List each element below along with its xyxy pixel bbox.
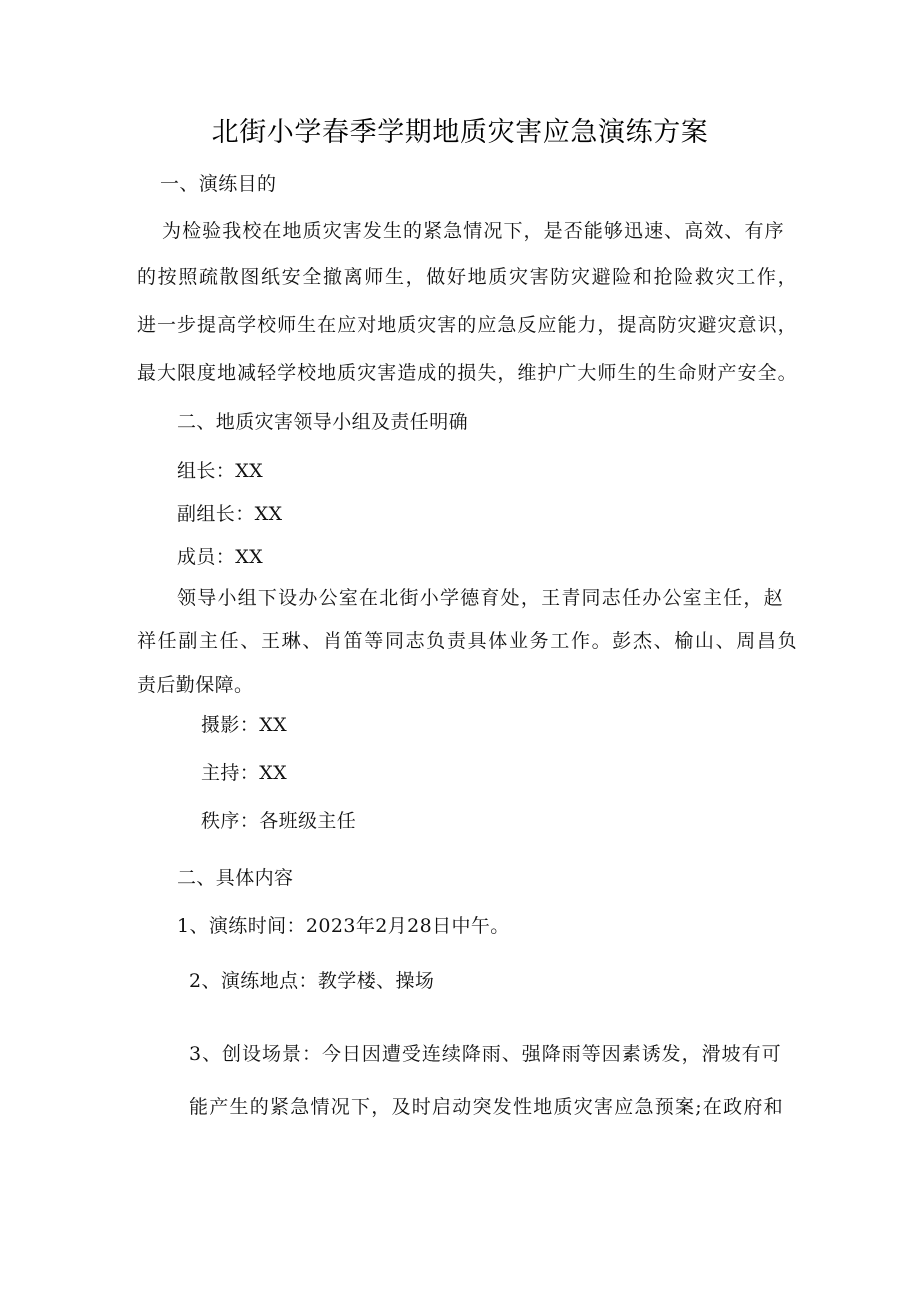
office-line: 领导小组下设办公室在北街小学德育处，王青同志任办公室主任，赵 [177, 587, 783, 609]
purpose-line: 为检验我校在地质灾害发生的紧急情况下，是否能够迅速、高效、有序 [162, 220, 784, 242]
host-line: 主持：XX [201, 762, 288, 784]
document-title: 北街小学春季学期地质灾害应急演练方案 [211, 117, 709, 148]
scenario-line: 能产生的紧急情况下，及时启动突发性地质灾害应急预案;在政府和 [189, 1096, 783, 1118]
members-line: 成员：XX [177, 546, 264, 568]
section-heading-leadership: 二、地质灾害领导小组及责任明确 [177, 411, 469, 433]
purpose-line: 最大限度地减轻学校地质灾害造成的损失，维护广大师生的生命财产安全。 [137, 362, 797, 384]
section-heading-purpose: 一、演练目的 [160, 173, 277, 195]
photography-line: 摄影：XX [201, 714, 288, 736]
leader-line: 组长：XX [177, 460, 264, 482]
vice-leader-line: 副组长：XX [177, 503, 283, 525]
purpose-line: 的按照疏散图纸安全撤离师生，做好地质灾害防灾避险和抢险救灾工作， [137, 266, 797, 288]
scenario-line: 3、创设场景：今日因遭受连续降雨、强降雨等因素诱发，滑坡有可 [189, 1043, 781, 1065]
drill-time-item: 1、演练时间：2023年2月28日中午。 [177, 915, 510, 937]
office-line: 责后勤保障。 [137, 674, 254, 696]
section-heading-content: 二、具体内容 [177, 867, 294, 889]
office-line: 祥任副主任、王琳、肖笛等同志负责具体业务工作。彭杰、榆山、周昌负 [137, 630, 797, 652]
drill-location-item: 2、演练地点：教学楼、操场 [189, 970, 435, 992]
purpose-line: 进一步提高学校师生在应对地质灾害的应急反应能力，提高防灾避灾意识， [137, 314, 797, 336]
order-line: 秩序：各班级主任 [201, 810, 357, 832]
